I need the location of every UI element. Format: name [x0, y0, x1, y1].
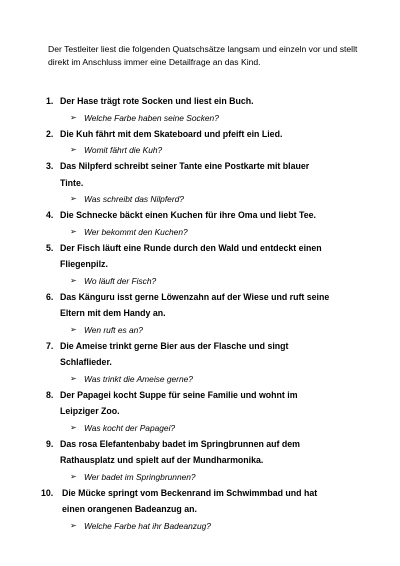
follow-up-text: Was trinkt die Ameise gerne?: [84, 373, 193, 384]
follow-up-question: [0, 224, 364, 240]
follow-up-text: Wer bekommt den Kuchen?: [84, 226, 188, 237]
follow-up-text: Welche Farbe haben seine Socken?: [84, 112, 219, 123]
sentence-line-1: Das rosa Elefantenbaby badet im Springbrunnen auf dem: [60, 438, 301, 449]
sentence-line-2: Eltern mit dem Handy an.: [60, 308, 166, 318]
sentence: [0, 126, 360, 143]
arrow-bullet-icon: ➢: [70, 324, 77, 334]
follow-up-text: Wo läuft der Fisch?: [84, 275, 157, 286]
arrow-bullet-icon: ➢: [70, 112, 77, 122]
sentence-line-1: Die Ameise trinkt gerne Bier aus der Flasche und singt: [60, 340, 289, 351]
follow-up-question: [0, 371, 364, 387]
list-item: [0, 289, 400, 338]
sentence: [0, 485, 362, 518]
arrow-bullet-icon: ➢: [70, 275, 77, 285]
follow-up-question: [0, 469, 364, 485]
intro-paragraph: Der Testleiter liest die folgenden Quatschsätze langsam und einzeln vor und stellt direkt im Anschluss immer eine Detailfrage an das Kind.: [48, 44, 358, 67]
sentence-line-2: Leipziger Zoo.: [60, 406, 120, 416]
sentence: [0, 436, 360, 469]
list-item: [0, 126, 400, 159]
sentence: [0, 387, 360, 420]
item-number: 6.: [46, 291, 54, 302]
sentence: [0, 338, 360, 371]
sentence-line-2: Tinte.: [60, 177, 84, 188]
list-item: [0, 436, 400, 485]
arrow-bullet-icon: ➢: [70, 226, 77, 236]
arrow-bullet-icon: ➢: [70, 373, 77, 383]
list-item: [0, 387, 400, 436]
question-list: [0, 93, 400, 534]
follow-up-text: Womit fährt die Kuh?: [84, 145, 163, 155]
follow-up-question: [0, 142, 364, 158]
sentence-line-1: Der Hase trägt rote Socken und liest ein Buch.: [60, 96, 254, 106]
list-item: [0, 158, 400, 207]
follow-up-text: Wer badet im Springbrunnen?: [84, 471, 196, 482]
item-number: 9.: [46, 438, 54, 449]
list-item: [0, 93, 400, 126]
sentence-line-2: Schlaflieder.: [60, 357, 112, 367]
follow-up-question: [0, 518, 364, 534]
list-item: [0, 485, 400, 534]
follow-up-question: [0, 420, 364, 436]
sentence-line-1: Der Fisch läuft eine Runde durch den Wald und entdeckt einen: [60, 242, 322, 253]
item-number: 3.: [46, 161, 54, 171]
sentence-line-2: Fliegenpilz.: [60, 259, 108, 269]
follow-up-text: Welche Farbe hat ihr Badeanzug?: [84, 520, 211, 531]
item-number: 8.: [46, 389, 54, 400]
follow-up-text: Was schreibt das Nilpferd?: [84, 194, 184, 204]
sentence-line-1: Der Papagei kocht Suppe für seine Familie und wohnt im: [60, 389, 298, 400]
follow-up-question: [0, 110, 364, 126]
sentence-line-1: Das Känguru isst gerne Löwenzahn auf der Wiese und ruft seine: [60, 291, 330, 302]
list-item: [0, 207, 400, 240]
arrow-bullet-icon: ➢: [70, 194, 77, 203]
sentence-line-1: Die Mücke springt vom Beckenrand im Schwimmbad und hat: [62, 487, 318, 498]
arrow-bullet-icon: ➢: [70, 471, 77, 481]
arrow-bullet-icon: ➢: [70, 145, 77, 154]
sentence-line-2: einen orangenen Badeanzug an.: [62, 504, 197, 514]
sentence-line-1: Die Kuh fährt mit dem Skateboard und pfeift ein Lied.: [60, 128, 283, 139]
follow-up-question: [0, 273, 364, 289]
list-item: [0, 338, 400, 387]
sentence: [0, 93, 360, 110]
item-number: 7.: [46, 340, 54, 351]
arrow-bullet-icon: ➢: [70, 520, 77, 530]
item-number: 1.: [46, 96, 54, 106]
item-number: 10.: [41, 487, 54, 498]
item-number: 5.: [46, 242, 54, 253]
sentence: [0, 289, 360, 322]
follow-up-question: [0, 322, 364, 338]
sentence-line-2: Rathausplatz und spielt auf der Mundharmonika.: [60, 455, 264, 465]
list-item: [0, 240, 400, 289]
item-number: 2.: [46, 128, 54, 139]
sentence-line-1: Die Schnecke bäckt einen Kuchen für ihre Oma und liebt Tee.: [60, 210, 316, 220]
sentence: [0, 207, 360, 224]
follow-up-question: [0, 191, 364, 207]
sentence: [0, 158, 360, 191]
sentence: [0, 240, 360, 273]
follow-up-text: Wen ruft es an?: [84, 324, 143, 335]
sentence-line-1: Das Nilpferd schreibt seiner Tante eine Postkarte mit blauer: [60, 161, 310, 171]
follow-up-text: Was kocht der Papagei?: [84, 422, 176, 433]
item-number: 4.: [46, 210, 54, 220]
arrow-bullet-icon: ➢: [70, 422, 77, 432]
